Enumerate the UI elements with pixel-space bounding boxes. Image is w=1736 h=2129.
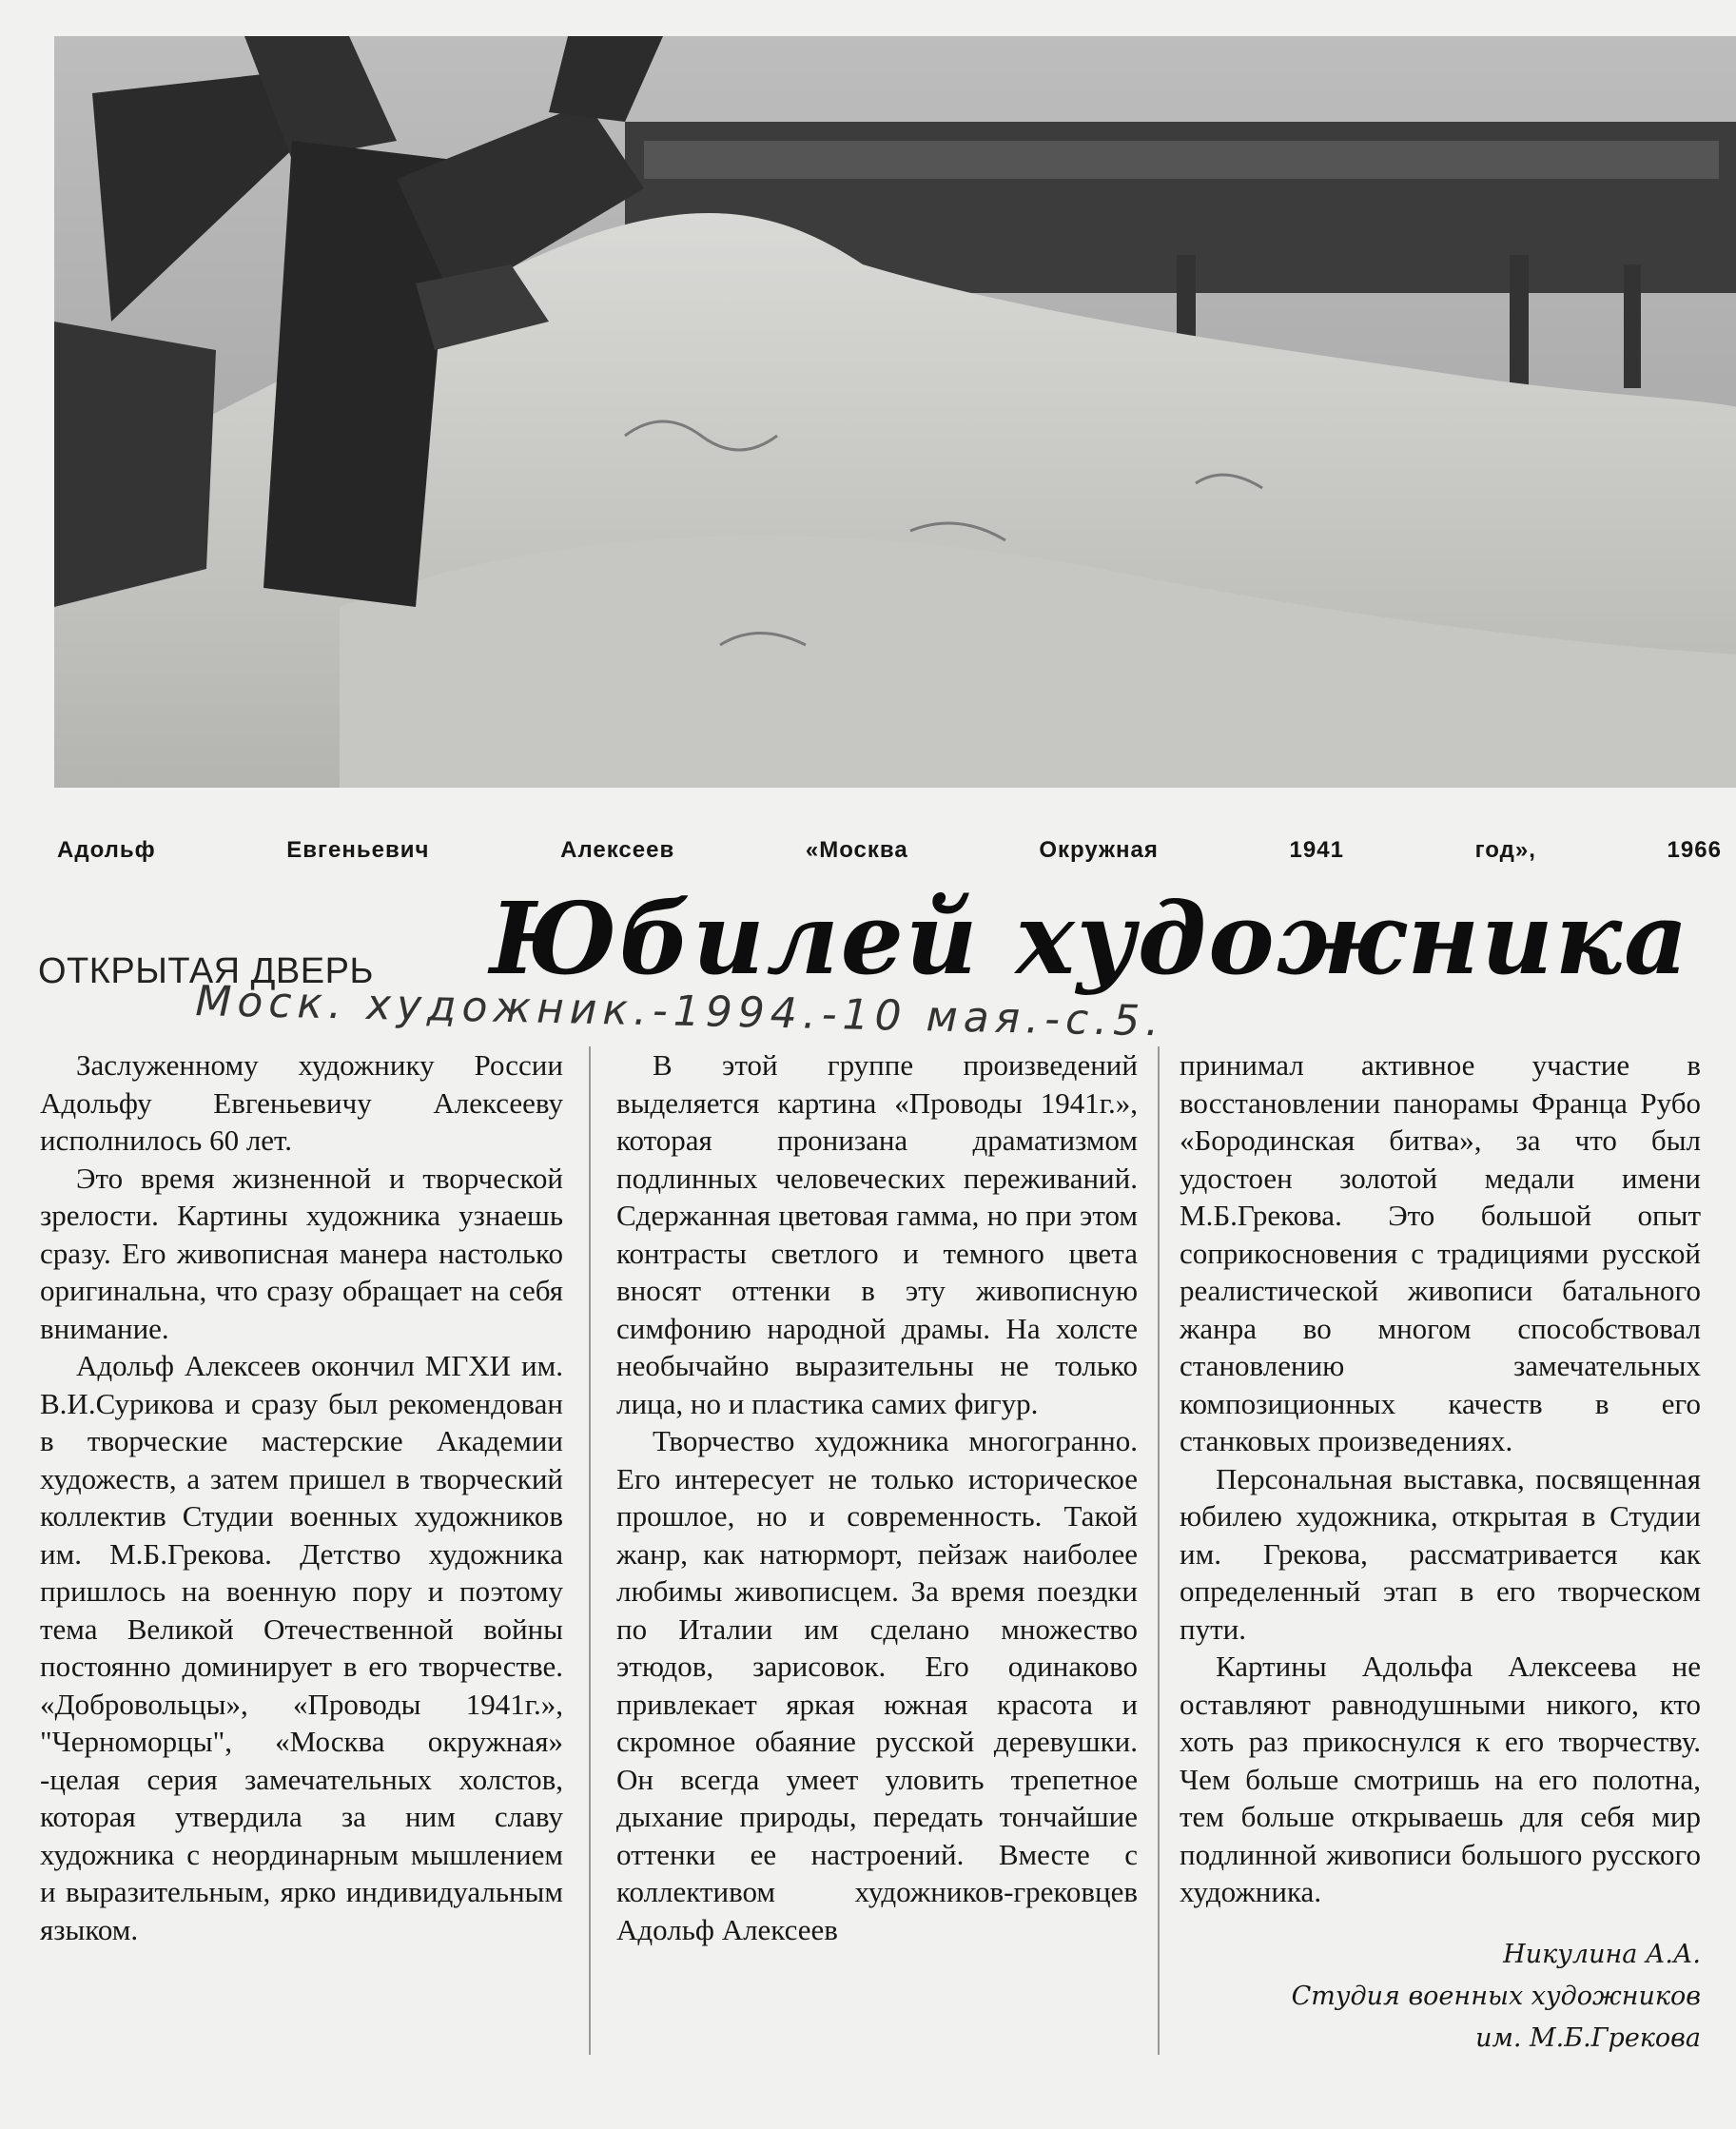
caption-word: 1941 <box>1289 837 1344 863</box>
paragraph: В этой группе произведений выделяется картина «Проводы 1941г.», которая пронизана драматизмом подлинных человеческих переживаний. Сдержанная цветовая гамма, но при этом контрасты светлого и темного цвета вносят оттенки в эту живописную симфонию народной драмы. На холсте необычайно выразительны не только лица, но и пластика самих фигур. <box>616 1048 1138 1420</box>
author-org: Студия военных художников <box>1291 1981 1701 2011</box>
article-headline: Юбилей художника <box>490 880 1690 997</box>
article-column-2 <box>616 1046 1138 2055</box>
paragraph: Картины Адольфа Алексеева не оставляют равнодушными никого, кто хоть раз прикоснулся к его творчеству. Чем больше смотришь на его полотна, тем больше открываешь для себя мир подлинной живописи большого русского художника. <box>1180 1650 1701 1908</box>
author-signature <box>1180 1934 1701 2060</box>
column-divider <box>589 1046 591 2055</box>
paragraph: Творчество художника многогранно. Его интересует не только историческое прошлое, но и современность. Такой жанр, как натюрморт, пейзаж наиболее любимы живописцем. За время поездки по Италии им сделано множество этюдов, зарисовок. Его одинаково привлекает яркая южная красота и скромное обаяние русской деревушки. Он всегда умеет уловить трепетное дыхание природы, передать тончайшие оттенки ее настроений. Вместе с коллективом художников-грековцев Адольф Алексеев <box>616 1424 1138 1946</box>
caption-word: год», <box>1474 837 1536 863</box>
author-org: им. М.Б.Грекова <box>1475 2022 1701 2053</box>
paragraph: принимал активное участие в восстановлении панорамы Франца Рубо «Бородинская битва», за что был удостоен золотой медали имени М.Б.Грекова. Это большой опыт соприкосновения с традициями русской реалистической живописи батального жанра во многом способствовал становлению замечательных композиционных качеств в его станковых произведениях. <box>1180 1048 1701 1457</box>
caption-word: Окружная <box>1039 837 1159 863</box>
paragraph: Адольф Алексеев окончил МГХИ им. В.И.Сурикова и сразу был рекомендован в творческие мастерские Академии художеств, а затем пришел в творческий коллектив Студии военных художников им. М.Б.Грекова. Детство художника пришлось на военную пору и поэтому тема Великой Отечественной войны постоянно доминирует в его творчестве. «Добровольцы», «Проводы 1941г.», "Черноморцы", «Москва окружная» -целая серия замечательных холстов, которая утвердила за ним славу художника с неординарным мышлением и выразительным, ярко индивидуальным языком. <box>40 1349 563 1946</box>
paragraph: Это время жизненной и творческой зрелости. Картины художника узнаешь сразу. Его живописная манера настолько оригинальна, что сразу обращает на себя внимание. <box>40 1161 563 1345</box>
caption-word: Адольф <box>57 837 156 863</box>
column-divider <box>1158 1046 1160 2055</box>
caption-word: Евгеньевич <box>286 837 430 863</box>
author-name: Никулина А.А. <box>1503 1939 1701 1969</box>
article-column-3 <box>1180 1046 1701 2055</box>
painting-photo <box>54 36 1736 788</box>
photo-caption <box>57 837 1722 864</box>
caption-word: 1966 <box>1667 837 1722 863</box>
caption-word: «Москва <box>805 837 908 863</box>
painting-snow-barricade-image <box>54 36 1736 788</box>
paragraph: Заслуженному художнику России Адольфу Евгеньевичу Алексееву исполнилось 60 лет. <box>40 1048 563 1157</box>
article-column-1 <box>40 1046 563 2055</box>
section-rubric: ОТКРЫТАЯ ДВЕРЬ <box>38 951 374 991</box>
paragraph: Персональная выставка, посвященная юбилею художника, открытая в Студии им. Грекова, рассматривается как определенный этап в его творческом пути. <box>1180 1461 1701 1646</box>
caption-word: Алексеев <box>560 837 675 863</box>
handwritten-annotation: Моск. художник.-1994.-10 мая.-с.5. <box>194 977 1165 1046</box>
